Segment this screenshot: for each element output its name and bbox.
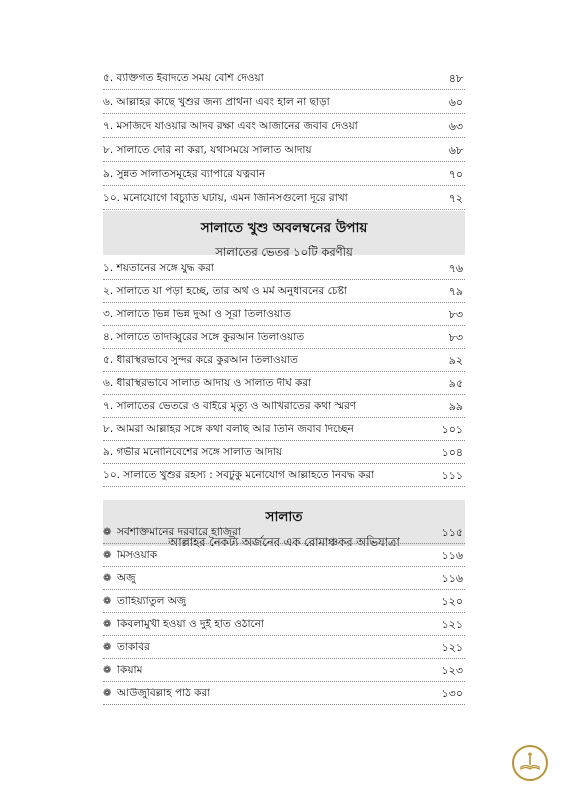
flower-bullet-icon: ❁ bbox=[103, 572, 112, 584]
toc-entry[interactable] bbox=[103, 637, 465, 659]
toc-entry[interactable] bbox=[103, 591, 465, 613]
toc-entry[interactable] bbox=[103, 258, 465, 280]
section-subtitle: সালাতের ভেতর ১০টি করণীয় bbox=[215, 245, 353, 259]
flower-bullet-icon: ❁ bbox=[103, 526, 112, 538]
toc-entry[interactable] bbox=[103, 545, 465, 567]
section-header bbox=[103, 211, 465, 259]
toc-entry-label: মিসওয়াক bbox=[117, 550, 158, 561]
toc-entry[interactable] bbox=[103, 350, 465, 372]
toc-entry-label: ৮. আমরা আল্লাহর সঙ্গে কথা বলছি আর তিনি জবাব দিচ্ছেন bbox=[103, 424, 354, 435]
toc-entry[interactable] bbox=[103, 522, 465, 544]
toc-entry[interactable] bbox=[103, 281, 465, 303]
toc-entry[interactable] bbox=[103, 660, 465, 682]
toc-entry[interactable] bbox=[103, 116, 465, 138]
toc-entry-page: ১১৬ bbox=[441, 572, 463, 585]
book-pen-logo-graphic bbox=[518, 751, 542, 775]
flower-bullet-icon: ❁ bbox=[103, 641, 112, 653]
toc-entry-label: ৭. মসজিদে যাওয়ার আদব রক্ষা এবং আজানের জবাব দেওয়া bbox=[103, 121, 358, 132]
toc-entry[interactable] bbox=[103, 327, 465, 349]
section-title: সালাতে খুশু অবলম্বনের উপায় bbox=[200, 220, 368, 236]
toc-entry-label: কিবলামুখী হওয়া ও দুই হাত ওঠানো bbox=[117, 619, 265, 630]
toc-entry-page: ১২৩ bbox=[441, 664, 463, 677]
toc-entry[interactable] bbox=[103, 683, 465, 705]
toc-entry-page: ১২১ bbox=[441, 618, 463, 631]
toc-entry-label: ১০. সালাতে খুশুর রহস্য : সবটুকু মনোযোগ আল্লাহতে নিবদ্ধ করা bbox=[103, 470, 375, 481]
flower-bullet-icon: ❁ bbox=[103, 687, 112, 699]
toc-entry-label: ২. সালাতে যা পড়া হচ্ছে, তার অর্থ ও মর্ম অনুধাবনের চেষ্টা bbox=[103, 286, 347, 297]
toc-entry[interactable] bbox=[103, 614, 465, 636]
section-title: সালাত bbox=[265, 509, 303, 525]
toc-entry-label: ৪. সালাতে তাদাব্বুরের সঙ্গে কুরআন তিলাওয়াত bbox=[103, 332, 305, 343]
toc-entry-label: ৯. সুন্নত সালাতসমূহের ব্যাপারে যত্নবান bbox=[103, 169, 266, 180]
flower-bullet-icon: ❁ bbox=[103, 664, 112, 676]
toc-entry-label: ৮. সালাতে দেরি না করা, যথাসময়ে সালাত আদায় bbox=[103, 145, 312, 156]
toc-entry-label: ৬. ধীরস্থিরভাবে সালাত আদায় ও সালাত দীর্ঘ করা bbox=[103, 378, 312, 389]
toc-entry-page: ৮৩ bbox=[448, 308, 463, 321]
section-subtitle: আল্লাহর নৈকট্য অর্জনের এক রোমাঞ্চকর অভিযাত্রা bbox=[168, 535, 400, 549]
book-pen-logo-icon bbox=[512, 745, 548, 781]
toc-entry-page: ১১৬ bbox=[441, 549, 463, 562]
flower-bullet-icon: ❁ bbox=[103, 549, 112, 561]
toc-entry-label: ৬. আল্লাহর কাছে খুশুর জন্য প্রার্থনা এবং হাল না ছাড়া bbox=[103, 97, 330, 108]
toc-entry-page: ১৩০ bbox=[441, 687, 463, 700]
toc-entry-label: ৫. ধীরস্থিরভাবে সুন্দর করে কুরআন তিলাওয়াত bbox=[103, 355, 298, 366]
toc-entry[interactable] bbox=[103, 304, 465, 326]
toc-entry-page: ৭৬ bbox=[448, 262, 463, 275]
toc-entry-page: ৬৩ bbox=[448, 120, 463, 133]
toc-entry-page: ৯৯ bbox=[448, 400, 463, 413]
toc-entry[interactable] bbox=[103, 140, 465, 162]
toc-entry[interactable] bbox=[103, 419, 465, 441]
toc-entry-label: ৯. গভীর মনোনিবেশের সঙ্গে সালাত আদায় bbox=[103, 447, 283, 458]
toc-entry-page: ৭৯ bbox=[448, 285, 463, 298]
toc-entry-page: ৬৮ bbox=[448, 144, 463, 157]
toc-entry-page: ৪৮ bbox=[448, 72, 463, 85]
toc-entry[interactable] bbox=[103, 568, 465, 590]
toc-entry[interactable] bbox=[103, 188, 465, 210]
toc-entry-page: ১০১ bbox=[441, 423, 463, 436]
toc-entry-page: ১১৫ bbox=[441, 526, 463, 539]
toc-entry-label: কিয়াম bbox=[117, 665, 143, 676]
toc-entry[interactable] bbox=[103, 373, 465, 395]
toc-entry-page: ১১১ bbox=[441, 469, 463, 482]
flower-bullet-icon: ❁ bbox=[103, 618, 112, 630]
toc-entry-label: তাকবির bbox=[117, 642, 150, 653]
toc-entry-label: সর্বশক্তিমানের দরবারে হাজিরা bbox=[117, 527, 241, 538]
toc-entry-label: আউজুবিল্লাহ পাঠ করা bbox=[117, 688, 211, 699]
toc-entry-page: ১০৪ bbox=[441, 446, 463, 459]
toc-entry-label: ১. শয়তানের সঙ্গে যুদ্ধ করা bbox=[103, 263, 215, 274]
toc-entry[interactable] bbox=[103, 442, 465, 464]
toc-entry-label: ৫. ব্যক্তিগত ইবাদতে সময় বেশি দেওয়া bbox=[103, 73, 264, 84]
toc-entry-page: ৯৫ bbox=[448, 377, 463, 390]
toc-entry-page: ৮৩ bbox=[448, 331, 463, 344]
toc-entry-page: ১২০ bbox=[441, 595, 463, 608]
toc-entry-label: ৭. সালাতের ভেতরে ও বাইরে মৃত্যু ও আখিরাতের কথা স্মরণ bbox=[103, 401, 357, 412]
flower-bullet-icon: ❁ bbox=[103, 595, 112, 607]
toc-entry-page: ৬০ bbox=[448, 96, 463, 109]
toc-entry-page: ৭০ bbox=[448, 168, 463, 181]
toc-entry[interactable] bbox=[103, 396, 465, 418]
toc-entry[interactable] bbox=[103, 68, 465, 90]
toc-entry-page: ১২১ bbox=[441, 641, 463, 654]
toc-entry[interactable] bbox=[103, 465, 465, 487]
toc-entry-label: ১০. মনোযোগে বিচ্যুতি ঘটায়, এমন জিনিসগুলো দূরে রাখা bbox=[103, 193, 348, 204]
toc-entry-page: ৭২ bbox=[448, 192, 463, 205]
toc-entry-label: ৩. সালাতে ভিন্ন ভিন্ন দুআ ও সূরা তিলাওয়াত bbox=[103, 309, 291, 320]
toc-entry[interactable] bbox=[103, 164, 465, 186]
toc-entry[interactable] bbox=[103, 92, 465, 114]
toc-entry-page: ৯২ bbox=[448, 354, 463, 367]
toc-entry-label: তাহিয়্যাতুল অজু bbox=[117, 596, 187, 607]
toc-entry-label: অজু bbox=[117, 573, 136, 584]
